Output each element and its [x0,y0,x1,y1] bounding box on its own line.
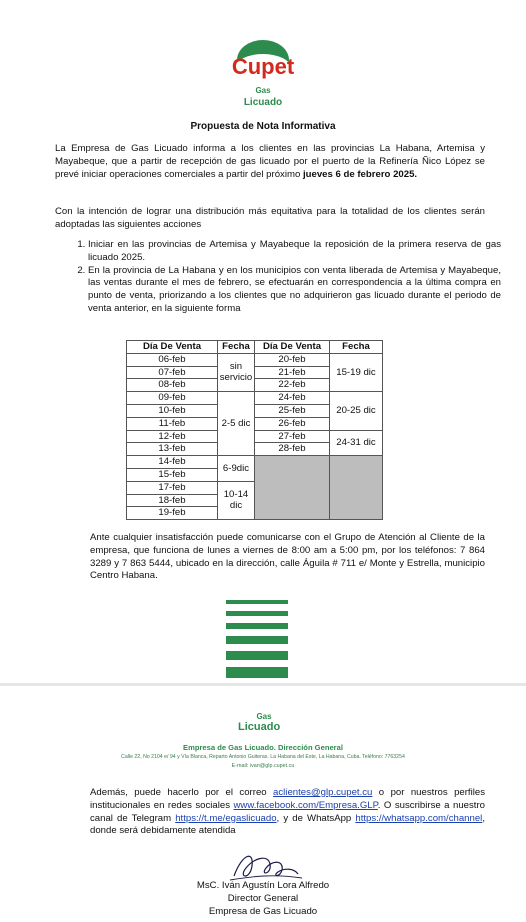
email-link[interactable]: aclientes@glp.cupet.cu [273,787,373,798]
signer-name: MsC. Iván Agustín Lora Alfredo [196,880,330,891]
day-cell: 14-feb [127,456,218,469]
footer-address: Calle 22, No 2104 e/ 94 y Vía Blanca, Reparto Antonio Guiteras. La Habana del Este, La Habana, Cuba. Teléfono: 7763254 [121,754,405,760]
second-paragraph: Con la intención de lograr una distribución más equitativa para la totalidad de los clientes serán adoptadas las siguientes acciones [55,206,485,230]
group-cell: 2-5 dic [218,392,255,456]
social-text: , donde será debidamente atendida [90,812,485,837]
day-cell: 20-feb [255,353,330,366]
header-date-right: Fecha [330,341,383,354]
social-text: Además, puede hacerlo por el correo [90,787,274,798]
day-cell: 25-feb [255,404,330,417]
signer-org: Empresa de Gas Licuado [208,906,318,917]
day-cell: 24-feb [255,392,330,405]
actions-list [72,239,501,316]
signer-role: Director General [227,893,299,904]
cupet-logo [218,38,308,110]
document-title: Propuesta de Nota Informativa [190,121,336,132]
footer-logo-gas: Gas [256,712,272,721]
telegram-link[interactable]: https://t.me/egaslicuado [175,812,277,824]
day-cell: 11-feb [127,417,218,430]
day-cell: 28-feb [255,443,330,456]
page-divider [0,683,526,686]
svg-text:Cupet: Cupet [231,54,295,79]
empty-cell [330,456,383,520]
group-cell: 20-25 dic [330,392,383,430]
header-day-left: Día De Venta [127,341,218,354]
day-cell: 06-feb [127,353,218,366]
day-cell: 27-feb [255,430,330,443]
day-cell: 17-feb [127,481,218,494]
day-cell: 08-feb [127,379,218,392]
action-item: 1. Iniciar en las provincias de Artemisa y Mayabeque la reposición de la primera reserva de gas licuado 2025. [88,239,501,265]
group-cell: 6-9dic [218,456,255,482]
day-cell: 12-feb [127,430,218,443]
footer-company: Empresa de Gas Licuado. Dirección General [183,743,343,752]
footer-logo-licuado: Licuado [238,721,281,733]
footer-email: E-mail: ivan@glp.cupet.cu [231,763,295,769]
day-cell: 26-feb [255,417,330,430]
day-cell: 21-feb [255,366,330,379]
facebook-link[interactable]: www.facebook.com/Empresa.GLP [233,799,378,811]
intro-text: La Empresa de Gas Licuado informa a los clientes en las provincias La Habana, Artemisa y Mayabeque, que a partir de recepción de gas licuado por el puerto de la Refinería Ñico López se prevé iniciar operaciones comerciales a partir del próximo [55,143,485,180]
day-cell: 09-feb [127,392,218,405]
svg-text:Gas: Gas [255,86,271,95]
header-day-right: Día De Venta [255,341,330,354]
contact-paragraph: Ante cualquier insatisfacción puede comunicarse con el Grupo de Atención al Cliente de la empresa, que funciona de lunes a viernes de 8:00 am a 5:00 pm, por los teléfonos: 7 864 3289 y 7 863 5444, ubicado en la dirección, calle Águila # 711 e/ Monte y Estrella, municipio Centro Habana. [90,532,485,582]
whatsapp-link[interactable]: https://whatsapp.com/channel [355,812,483,824]
group-cell: 24-31 dic [330,430,383,456]
social-text: o por nuestros perfiles institucionales en redes sociales [90,787,485,811]
group-cell: sin servicio [218,353,255,391]
group-cell: 15-19 dic [330,353,383,391]
svg-text:Licuado: Licuado [243,97,283,108]
social-text: , y de WhatsApp [276,812,356,824]
empty-cell [255,456,330,520]
day-cell: 19-feb [127,507,218,520]
day-cell: 18-feb [127,494,218,507]
social-paragraph [90,787,485,838]
group-cell: 10-14 dic [218,481,255,519]
day-cell: 22-feb [255,379,330,392]
day-cell: 10-feb [127,404,218,417]
green-stripes-decoration [226,600,288,685]
header-date-left: Fecha [218,341,255,354]
schedule-table [126,340,383,520]
day-cell: 15-feb [127,468,218,481]
intro-paragraph [55,143,485,181]
day-cell: 13-feb [127,443,218,456]
social-text: . O suscribirse a nuestro canal de Telegram [90,799,485,824]
intro-date: jueves 6 de febrero 2025. [302,168,418,180]
day-cell: 07-feb [127,366,218,379]
action-item: 2. En la provincia de La Habana y en los municipios con venta liberada de Artemisa y Mayabeque, las ventas durante el mes de febrero, se efectuarán en correspondencia a la última compra en punto de venta, priorizando a los clientes que no adquirieron gas licuado durante el periodo de venta anterior, en la siguiente forma [88,265,501,316]
